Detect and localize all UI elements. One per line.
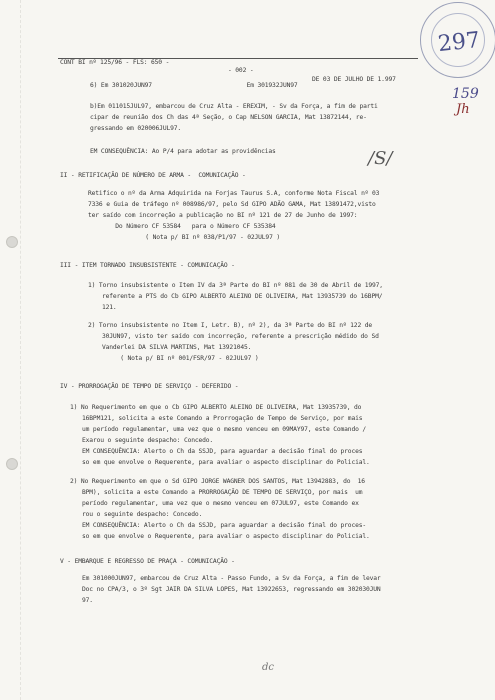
- text-line: Retifico o nº da Arma Adquirida na Forjas Taurus S.A, conforme Nota Fiscal nº 03: [88, 190, 380, 197]
- text-line: Do Número CF 53584 para o Número CF 535384: [108, 223, 276, 230]
- text-line: ter saído com incorreção a publicação no BI nº 121 de 27 de Junho de 1997:: [88, 212, 358, 219]
- text-line: gressando em 020006JUL97.: [90, 125, 182, 132]
- text-line: Em 301000JUN97, embarcou de Cruz Alta - Passo Fundo, a Sv da Força, a fim de levar: [82, 575, 381, 582]
- punch-hole: [6, 458, 18, 470]
- header-left: CONT BI nº 125/96 - FLS: 650 -: [60, 58, 170, 66]
- text-line: 16BPM121, solicita a este Comando a Prorrogação de Tempo de Serviço, por mais: [82, 415, 363, 422]
- text-line: 6) Em 301020JUN97 Em 301932JUN97: [90, 82, 298, 89]
- margin-note: 159: [452, 86, 479, 102]
- header-rule: [58, 58, 418, 59]
- text-line: BPM), solicita a este Comando a PRORROGAÇÃO DE TEMPO DE SERVIÇO, por mais um: [82, 489, 363, 496]
- page-number-stamp: 297: [436, 27, 482, 58]
- footer-initials: dc: [262, 662, 275, 673]
- text-line: b)Em 011015JUL97, embarcou de Cruz Alta - EREXIM, - Sv da Força, a fim de parti: [90, 103, 378, 110]
- text-line: referente a PTS do Cb GIPO ALBERTO ALEINO DE OLIVEIRA, Mat 13935739 do 16BPM/: [102, 293, 383, 300]
- handwritten-mark: /S/: [368, 148, 393, 169]
- punch-hole: [6, 236, 18, 248]
- header-right: DE 03 DE JULHO DE 1.997: [312, 75, 396, 83]
- section-heading: V - EMBARQUE E REGRESSO DE PRAÇA - COMUNICAÇÃO -: [60, 558, 235, 565]
- text-line: Doc no CPA/3, o 3º Sgt JAIR DA SILVA LOPES, Mat 13922653, regressando em 302030JUN: [82, 586, 381, 593]
- text-line: rou o seguinte despacho: Concedo.: [82, 511, 203, 518]
- text-line: EM CONSEQUÊNCIA: Alerto o Ch da SSJD, para aguardar a decisão final do proces: [82, 448, 363, 455]
- text-line: 7336 e Guia de tráfego nº 008986/97, pelo Sd GIPO ADÃO GAMA, Mat 13891472,visto: [88, 201, 376, 208]
- text-line: um período regulamentar, uma vez que o mesmo venceu em 09MAY97, este Comando /: [82, 426, 367, 433]
- section-heading: IV - PRORROGAÇÃO DE TEMPO DE SERVIÇO - DEFERIDO -: [60, 383, 239, 390]
- text-line: cipar de reunião dos Ch das 4ª Seção, o Cap NELSON GARCIA, Mat 13872144, re-: [90, 114, 367, 121]
- text-line: 1) No Requerimento em que o Cb GIPO ALBERTO ALEINO DE OLIVEIRA, Mat 13935739, do: [70, 404, 362, 411]
- text-line: 97.: [82, 597, 93, 604]
- section-heading: II - RETIFICAÇÃO DE NÚMERO DE ARMA - COMUNICAÇÃO -: [60, 172, 246, 179]
- header-center: - 002 -: [228, 67, 254, 75]
- text-line: Exarou o seguinte despacho: Concedo.: [82, 437, 214, 444]
- text-line: 2) No Requerimento em que o Sd GIPO JORGE WAGNER DOS SANTOS, Mat 13942883, do 16: [70, 478, 365, 485]
- section-heading: III - ITEM TORNADO INSUBSISTENTE - COMUNICAÇÃO -: [60, 262, 235, 269]
- text-line: ( Nota p/ BI nº 038/P1/97 - 02JUL97 ): [138, 234, 281, 241]
- margin-line: [20, 0, 21, 700]
- margin-signature: Jh: [456, 102, 470, 117]
- text-line: so em que envolve o Requerente, para avaliar o aspecto disciplinar do Policial.: [82, 459, 370, 466]
- text-line: 30JUN97, visto ter saído com incorreção, referente a prescrição médido do Sd: [102, 333, 379, 340]
- text-line: so em que envolve o Requerente, para avaliar o aspecto disciplinar do Policial.: [82, 533, 370, 540]
- text-line: EM CONSEQUÊNCIA: Alerto o Ch da SSJD, para aguardar a decisão final do proces-: [82, 522, 367, 529]
- text-line: 121.: [102, 304, 117, 311]
- text-line: ( Nota p/ BI nº 001/FSR/97 - 02JUL97 ): [102, 355, 259, 362]
- text-line: 2) Torno insubsistente no Item I, Letr. B), nº 2), da 3ª Parte do BI nº 122 de: [88, 322, 373, 329]
- text-line: período regulamentar, uma vez que o mesmo venceu em 07JUL97, este Comando ex: [82, 500, 359, 507]
- text-line: 1) Torno insubsistente o Item IV da 3ª Parte do BI nº 081 de 30 de Abril de 1997,: [88, 282, 383, 289]
- text-line: Vanderlei DA SILVA MARTINS, Mat 13921045.: [102, 344, 252, 351]
- text-line: EM CONSEQUÊNCIA: Ao P/4 para adotar as providências: [90, 148, 276, 155]
